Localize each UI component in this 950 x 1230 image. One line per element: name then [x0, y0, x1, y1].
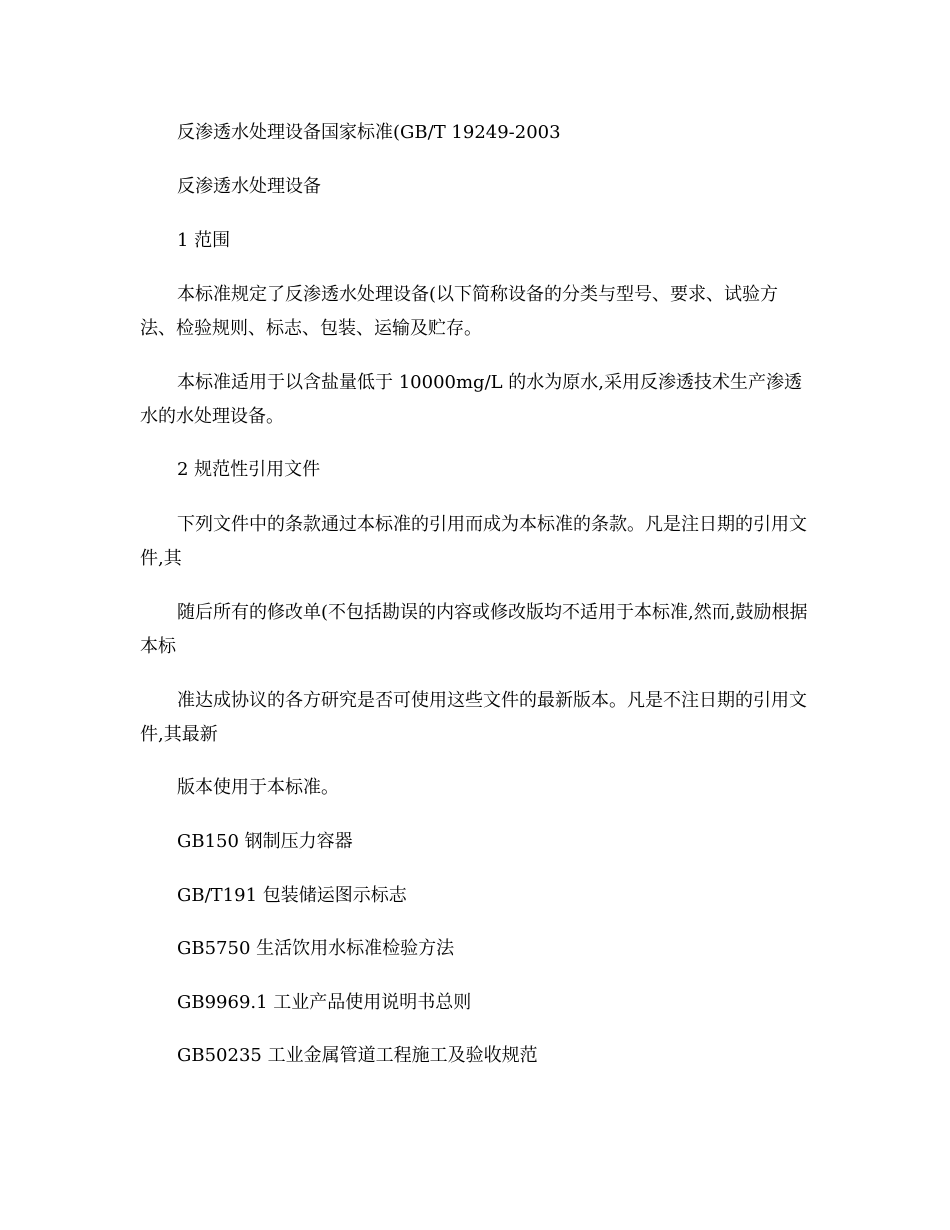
paragraph: 本标准规定了反渗透水处理设备(以下简称设备的分类与型号、要求、试验方法、检验规则、标志、包装、运输及贮存。: [140, 284, 779, 339]
reference-item: GB50235 工业金属管道工程施工及验收规范: [177, 1045, 538, 1066]
section-heading-scope: 1 范围: [177, 230, 231, 251]
document-title: 反渗透水处理设备国家标准(GB/T 19249-2003: [177, 122, 561, 143]
reference-item: GB9969.1 工业产品使用说明书总则: [177, 992, 472, 1013]
reference-item: GB150 钢制压力容器: [177, 831, 353, 852]
paragraph: 下列文件中的条款通过本标准的引用而成为本标准的条款。凡是注日期的引用文件,其: [140, 514, 807, 569]
document-subtitle: 反渗透水处理设备: [177, 176, 321, 197]
paragraph: 本标准适用于以含盐量低于 10000mg/L 的水为原水,采用反渗透技术生产渗透水的水处理设备。: [140, 372, 803, 427]
paragraph: 随后所有的修改单(不包括勘误的内容或修改版均不适用于本标准,然而,鼓励根据本标: [140, 602, 808, 657]
reference-item: GB/T191 包装储运图示标志: [177, 885, 407, 906]
paragraph: 准达成协议的各方研究是否可使用这些文件的最新版本。凡是不注日期的引用文件,其最新: [140, 690, 807, 745]
section-heading-references: 2 规范性引用文件: [177, 459, 321, 480]
paragraph: 版本使用于本标准。: [177, 777, 339, 798]
reference-item: GB5750 生活饮用水标准检验方法: [177, 938, 455, 959]
